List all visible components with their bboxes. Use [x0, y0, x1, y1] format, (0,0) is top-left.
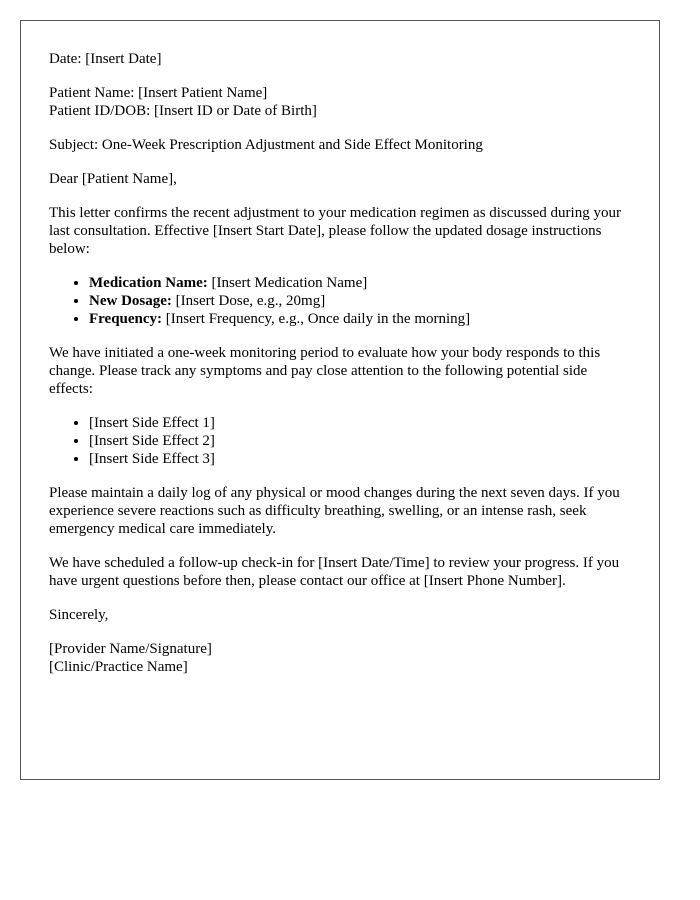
dosage-value: [Insert Dose, e.g., 20mg]: [171, 293, 326, 309]
date-line: Date: [Insert Date]: [49, 51, 162, 67]
dosage-item-frequency: [89, 310, 631, 328]
side-effect-item: • [Insert Side Effect 2]: [89, 432, 631, 450]
dosage-value: [Insert Frequency, e.g., Once daily in the morning]: [162, 311, 471, 327]
monitoring-paragraph: We have initiated a one-week monitoring period to evaluate how your body responds to this change. Please track any symptoms and pay close attention to the following potential side effects:: [49, 345, 601, 397]
dosage-item-medication: [89, 274, 631, 292]
dosage-value: [Insert Medication Name]: [207, 275, 368, 291]
dosage-label: Medication Name:: [89, 275, 208, 291]
patient-info: [49, 84, 631, 120]
patient-id-line: Patient ID/DOB: [Insert ID or Date of Birth]: [49, 103, 317, 119]
clinic-name: [Clinic/Practice Name]: [49, 659, 188, 675]
intro-paragraph: This letter confirms the recent adjustment to your medication regimen as discussed during your last consultation. Effective [Insert Start Date], please follow the updated dosage instructions below:: [49, 205, 621, 257]
provider-signature: [Provider Name/Signature]: [49, 641, 212, 657]
subject-line: Subject: One-Week Prescription Adjustment and Side Effect Monitoring: [49, 137, 483, 153]
dosage-item-dose: [89, 292, 631, 310]
followup-paragraph: We have scheduled a follow-up check-in for [Insert Date/Time] to review your progress. If you have urgent questions before then, please contact our office at [Insert Phone Number].: [49, 555, 620, 589]
dosage-label: Frequency:: [89, 311, 163, 327]
letter-page: [20, 20, 660, 780]
log-paragraph: Please maintain a daily log of any physical or mood changes during the next seven days. If you experience severe reactions such as difficulty breathing, swelling, or an intense rash, seek emergency medical care immediately.: [49, 485, 620, 537]
closing: Sincerely,: [49, 607, 109, 623]
signature-block: [49, 640, 631, 676]
patient-name-line: Patient Name: [Insert Patient Name]: [49, 85, 268, 101]
dosage-list: [49, 274, 631, 328]
side-effect-item: • [Insert Side Effect 1]: [89, 414, 631, 432]
side-effects-list: [49, 414, 631, 468]
dosage-label: New Dosage:: [89, 293, 172, 309]
side-effect-item: • [Insert Side Effect 3]: [89, 450, 631, 468]
greeting: Dear [Patient Name],: [49, 171, 177, 187]
